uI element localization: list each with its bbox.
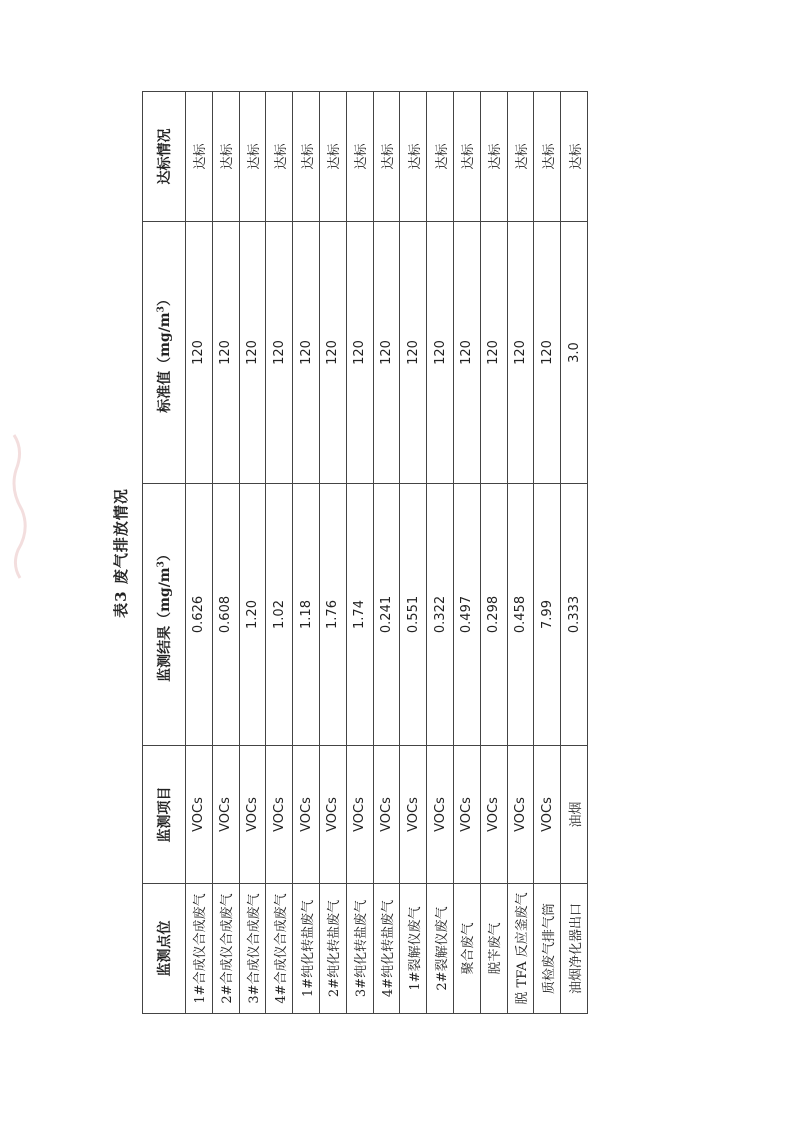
cell-location: 2#裂解仪废气 xyxy=(427,884,454,1014)
faint-stamp-mark xyxy=(4,430,40,580)
table-row xyxy=(480,92,507,1014)
header-standard: 标准值$(mg/m^3)$ xyxy=(143,222,186,484)
cell-status: 达标 xyxy=(534,92,561,222)
header-location: 监测点位 xyxy=(143,884,186,1014)
cell-item: VOCs xyxy=(212,746,239,884)
cell-standard: 120 xyxy=(427,222,454,484)
cell-result: 0.626 xyxy=(186,484,213,746)
cell-location: 4#纯化转盐废气 xyxy=(373,884,400,1014)
cell-result: 0.322 xyxy=(427,484,454,746)
cell-location: 1#裂解仪废气 xyxy=(400,884,427,1014)
cell-standard: 120 xyxy=(293,222,320,484)
table-row xyxy=(186,92,213,1014)
cell-item: VOCs xyxy=(346,746,373,884)
cell-item: VOCs xyxy=(453,746,480,884)
cell-location: 质检废气排气筒 xyxy=(534,884,561,1014)
cell-standard: 120 xyxy=(453,222,480,484)
cell-status: 达标 xyxy=(293,92,320,222)
cell-standard: 120 xyxy=(319,222,346,484)
cell-location: 3#合成仪合成废气 xyxy=(239,884,266,1014)
cell-result: 1.76 xyxy=(319,484,346,746)
cell-status: 达标 xyxy=(239,92,266,222)
table-body xyxy=(186,92,588,1014)
cell-standard: 120 xyxy=(186,222,213,484)
cell-result: 0.298 xyxy=(480,484,507,746)
cell-result: 0.458 xyxy=(507,484,534,746)
cell-status: 达标 xyxy=(212,92,239,222)
table-row xyxy=(534,92,561,1014)
header-result: 监测结果$(mg/m^3)$ xyxy=(143,484,186,746)
table-row xyxy=(373,92,400,1014)
table-row xyxy=(293,92,320,1014)
cell-result: 0.241 xyxy=(373,484,400,746)
cell-status: 达标 xyxy=(319,92,346,222)
table-row xyxy=(427,92,454,1014)
cell-location: 脱 TFA 反应釜废气 xyxy=(507,884,534,1014)
cell-result: 1.18 xyxy=(293,484,320,746)
header-status: 达标情况 xyxy=(143,92,186,222)
cell-item: VOCs xyxy=(239,746,266,884)
table-caption: 表3 废气排放情况 xyxy=(112,488,130,618)
cell-location: 脱苄废气 xyxy=(480,884,507,1014)
cell-item: VOCs xyxy=(293,746,320,884)
cell-standard: 120 xyxy=(534,222,561,484)
cell-status: 达标 xyxy=(480,92,507,222)
table-row xyxy=(561,92,588,1014)
cell-status: 达标 xyxy=(400,92,427,222)
cell-location: 2#合成仪合成废气 xyxy=(212,884,239,1014)
cell-standard: 120 xyxy=(266,222,293,484)
cell-result: 1.74 xyxy=(346,484,373,746)
table-row xyxy=(453,92,480,1014)
cell-result: 1.20 xyxy=(239,484,266,746)
cell-result: 1.02 xyxy=(266,484,293,746)
cell-standard: 120 xyxy=(212,222,239,484)
cell-status: 达标 xyxy=(427,92,454,222)
cell-item: VOCs xyxy=(319,746,346,884)
table-row xyxy=(212,92,239,1014)
table-row xyxy=(507,92,534,1014)
table-row xyxy=(346,92,373,1014)
cell-location: 3#纯化转盐废气 xyxy=(346,884,373,1014)
table-row xyxy=(400,92,427,1014)
cell-standard: 3.0 xyxy=(561,222,588,484)
header-row xyxy=(143,92,186,1014)
cell-item: VOCs xyxy=(266,746,293,884)
cell-result: 7.99 xyxy=(534,484,561,746)
cell-standard: 120 xyxy=(373,222,400,484)
cell-standard: 120 xyxy=(346,222,373,484)
emission-table xyxy=(142,91,588,1014)
cell-status: 达标 xyxy=(373,92,400,222)
cell-result: 0.497 xyxy=(453,484,480,746)
cell-standard: 120 xyxy=(239,222,266,484)
cell-item: VOCs xyxy=(427,746,454,884)
header-item: 监测项目 xyxy=(143,746,186,884)
cell-location: 聚合废气 xyxy=(453,884,480,1014)
cell-status: 达标 xyxy=(186,92,213,222)
cell-status: 达标 xyxy=(507,92,534,222)
cell-standard: 120 xyxy=(507,222,534,484)
cell-result: 0.551 xyxy=(400,484,427,746)
cell-status: 达标 xyxy=(266,92,293,222)
rotated-table-block xyxy=(100,92,588,1014)
cell-location: 2#纯化转盐废气 xyxy=(319,884,346,1014)
cell-item: VOCs xyxy=(373,746,400,884)
cell-item: VOCs xyxy=(480,746,507,884)
table-row xyxy=(266,92,293,1014)
cell-item: VOCs xyxy=(400,746,427,884)
cell-location: 4#合成仪合成废气 xyxy=(266,884,293,1014)
cell-location: 1#合成仪合成废气 xyxy=(186,884,213,1014)
cell-status: 达标 xyxy=(346,92,373,222)
cell-standard: 120 xyxy=(480,222,507,484)
cell-status: 达标 xyxy=(561,92,588,222)
cell-status: 达标 xyxy=(453,92,480,222)
table-row xyxy=(319,92,346,1014)
cell-result: 0.333 xyxy=(561,484,588,746)
cell-item: VOCs xyxy=(186,746,213,884)
cell-location: 1#纯化转盐废气 xyxy=(293,884,320,1014)
table-row xyxy=(239,92,266,1014)
cell-item: VOCs xyxy=(534,746,561,884)
cell-item: VOCs xyxy=(507,746,534,884)
cell-location: 油烟净化器出口 xyxy=(561,884,588,1014)
cell-result: 0.608 xyxy=(212,484,239,746)
cell-item: 油烟 xyxy=(561,746,588,884)
cell-standard: 120 xyxy=(400,222,427,484)
